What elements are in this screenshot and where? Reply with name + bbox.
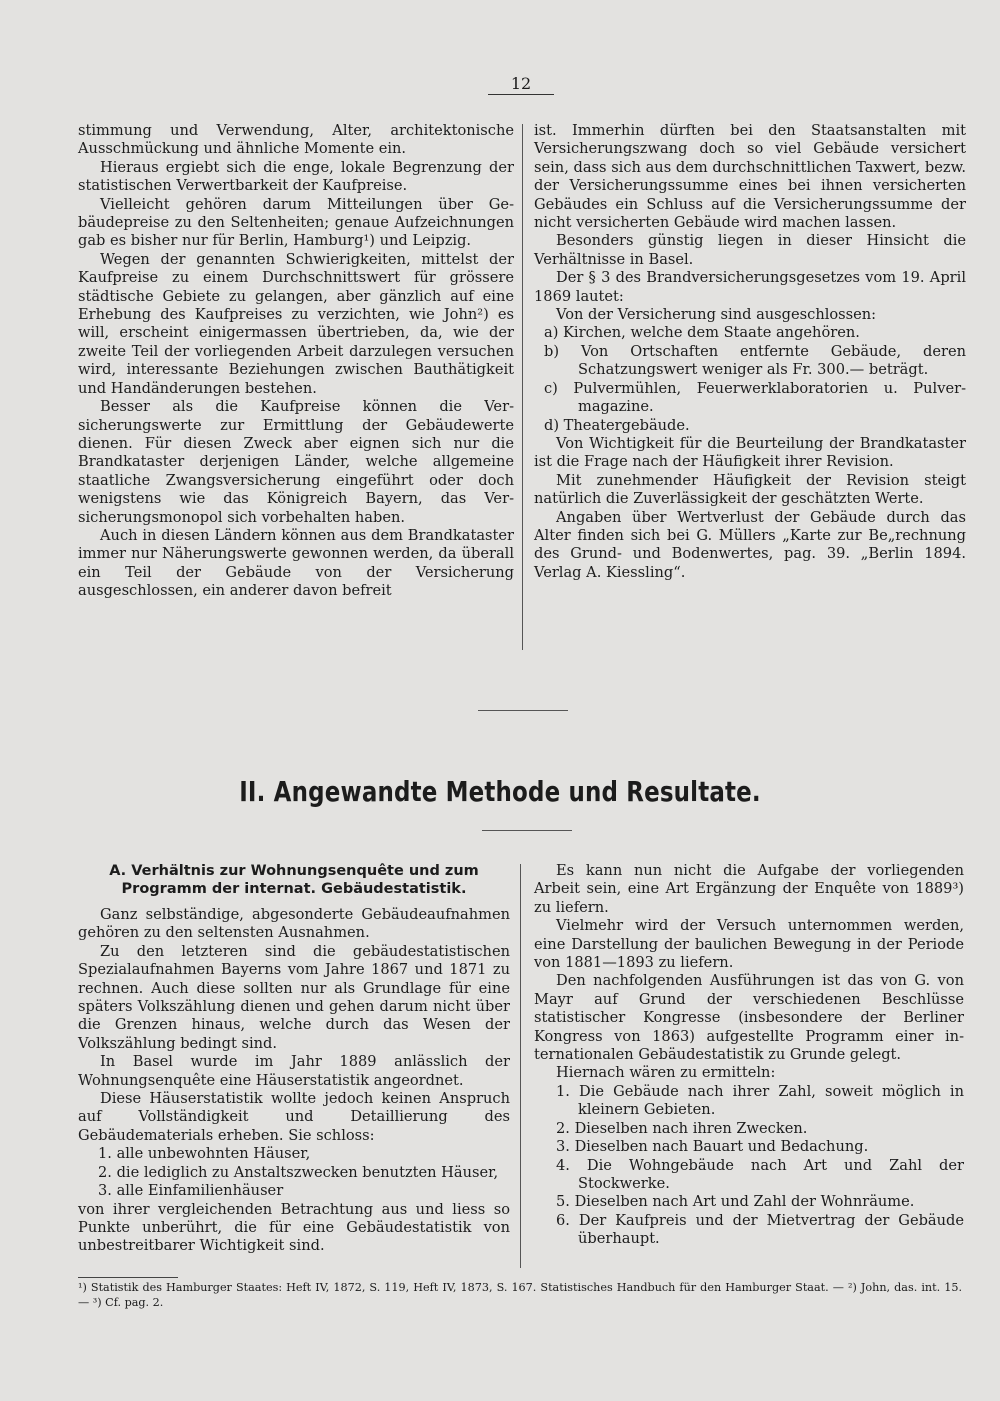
paragraph: von ihrer vergleichenden Betrachtung aus und liess so Punkte unberührt, die für eine Gebäudestatistik von unbestreitbarer Wichtigkeit sind. <box>78 1200 510 1255</box>
paragraph: Der § 3 des Brandversicherungsgesetzes vom 19. April 1869 lautet: <box>534 269 966 305</box>
paragraph: Besser als die Kaufpreise können die Versicherungswerte zur Ermittlung der Gebäudewerte dienen. Für diesen Zweck aber eignen sich nur die Brandkataster derjenigen Länder, welche allgemeine staatliche Zwangsversicherung eingeführt oder doch wenigstens wie das Königreich Bayern, das Versicherungsmonopol sich vorbehalten haben. <box>78 398 514 526</box>
paragraph: stimmung und Verwendung, Alter, architektonische Ausschmückung und ähnliche Momente ein. <box>78 122 514 158</box>
section-rule <box>482 830 572 831</box>
column-divider <box>522 124 523 650</box>
right-column-top <box>534 122 966 582</box>
list-item: c) Pulvermühlen, Feuerwerklaboratorien u. Pulvermagazine. <box>544 379 966 416</box>
subsection-heading: A. Verhältnis zur Wohnungsenquête und zum Programm der internat. Gebäudestatistik. <box>109 863 479 897</box>
list-item: 2. Dieselben nach ihren Zwecken. <box>556 1119 808 1137</box>
list-item: 3. alle Einfamilienhäuser <box>98 1182 284 1200</box>
footnote-rule <box>78 1277 178 1278</box>
paragraph: In Basel wurde im Jahr 1889 anlässlich der Wohnungsenquête eine Häuserstatistik angeordnet. <box>78 1053 510 1089</box>
footnote-text: ¹) Statistik des Hamburger Staates: Heft IV, 1872, S. 119, Heft IV, 1873, S. 167. Statistisches Handbuch für den Hamburger Staat. — ²) John, das. int. 15. — ³) Cf. pag. 2. <box>78 1281 962 1309</box>
list-item: d) Theatergebäude. <box>544 416 690 434</box>
paragraph: Wegen der genannten Schwierigkeiten, mittelst der Kaufpreise zu einem Durchschnittswert für grössere städtische Gebiete zu gelangen, aber gänzlich auf eine Erhebung des Kaufpreises zu verzichten, wie John²) es will, erscheint einigermassen übertrieben, da, wie der zweite Teil der vorliegenden Arbeit darzulegen versuchen wird, interessante Beziehungen zwischen Bauthätigkeit und Handänderungen bestehen. <box>78 250 514 397</box>
paragraph: Zu den letzteren sind die gebäudestatistischen Spezialaufnahmen Bayerns vom Jahre 1867 und 1871 zu rechnen. Auch diese sollten nur als Grundlage für eine späters Volkszählung dienen und gehen darum nicht über die Grenzen hinaus, welche durch das Wesen der Volkszählung bedingt sind. <box>78 942 510 1052</box>
list-item: 3. Dieselben nach Bauart und Bedachung. <box>556 1138 869 1156</box>
list-item: b) Von Ortschaften entfernte Gebäude, deren Schatzungswert weniger als Fr. 300.— beträgt. <box>544 342 966 379</box>
paragraph: Hieraus ergiebt sich die enge, lokale Begrenzung der statistischen Verwertbarkeit der Kaufpreise. <box>78 158 514 195</box>
list-item: 5. Dieselben nach Art und Zahl der Wohnräume. <box>556 1193 915 1211</box>
paragraph: Es kann nun nicht die Aufgabe der vorliegenden Arbeit sein, eine Art Ergänzung der Enquête von 1889³) zu liefern. <box>534 862 964 916</box>
paragraph: Von der Versicherung sind ausgeschlossen: <box>556 306 877 324</box>
paragraph: Diese Häuserstatistik wollte jedoch keinen Anspruch auf Vollständigkeit und Detaillierung des Gebäudematerials erheben. Sie schloss: <box>78 1090 510 1144</box>
list-item: 2. die lediglich zu Anstaltszwecken benutzten Häuser, <box>98 1163 499 1181</box>
section-heading: II. Angewandte Methode und Resultate. <box>239 775 761 808</box>
paragraph: Angaben über Wertverlust der Gebäude durch das Alter finden sich bei G. Müllers „Karte zur Be„rechnung des Grund- und Bodenwertes, pag. 39. „Berlin 1894. Verlag A. Kiessling“. <box>534 508 966 581</box>
paragraph: Mit zunehmender Häufigkeit der Revision steigt natürlich die Zuverlässigkeit der geschätzten Werte. <box>534 471 966 508</box>
list-item: 6. Der Kaufpreis und der Mietvertrag der Gebäude überhaupt. <box>556 1211 964 1248</box>
paragraph: Hiernach wären zu ermitteln: <box>556 1064 776 1082</box>
paragraph: Ganz selbständige, abgesonderte Gebäudeaufnahmen gehören zu den seltensten Ausnahmen. <box>78 906 510 942</box>
right-column-bottom <box>534 862 964 1249</box>
column-divider <box>520 864 521 1268</box>
list-item: a) Kirchen, welche dem Staate angehören. <box>544 324 860 342</box>
list-item: 1. alle unbewohnten Häuser, <box>98 1145 311 1163</box>
list-item: 4. Die Wohngebäude nach Art und Zahl der Stockwerke. <box>556 1156 964 1192</box>
footnotes <box>78 1280 962 1310</box>
paragraph: Den nachfolgenden Ausführungen ist das von G. von Mayr auf Grund der verschiedenen Beschlüsse statistischer Kongresse (insbesondere der Berliner Kongress von 1863) aufgestellte Programm einer internationalen Gebäudestatistik zu Grunde gelegt. <box>534 972 964 1064</box>
left-column-bottom <box>78 862 510 1256</box>
paragraph: Auch in diesen Ländern können aus dem Brandkataster immer nur Näherungswerte gewonnen werden, da überall ein Teil der Gebäude von der Versicherung ausgeschlossen, ein anderer davon befreit <box>78 526 514 600</box>
paragraph: ist. Immerhin dürften bei den Staatsanstalten mit Versicherungszwang doch so viel Gebäude versichert sein, dass sich aus dem durchschnittlichen Taxwert, bezw. der Versicherungssumme eines bei ihnen versicherten Gebäudes ein Schluss auf die Versicherungssumme der nicht versicherten Gebäude wird machen lassen. <box>534 122 966 232</box>
paragraph: Vielmehr wird der Versuch unternommen werden, eine Darstellung der baulichen Bewegung in der Periode von 1881—1893 zu liefern. <box>534 917 964 972</box>
list-item: 1. Die Gebäude nach ihrer Zahl, soweit möglich in kleinern Gebieten. <box>556 1082 964 1119</box>
paragraph: Besonders günstig liegen in dieser Hinsicht die Verhältnisse in Basel. <box>534 232 966 268</box>
section-rule <box>478 710 568 711</box>
paragraph: Vielleicht gehören darum Mitteilungen über Gebäudepreise zu den Seltenheiten; genaue Aufzeichnungen gab es bisher nur für Berlin, Hamburg¹) und Leipzig. <box>78 195 514 250</box>
page-number: 12 <box>488 74 554 95</box>
left-column-top <box>78 122 514 601</box>
paragraph: Von Wichtigkeit für die Beurteilung der Brandkataster ist die Frage nach der Häufigkeit ihrer Revision. <box>534 434 966 471</box>
